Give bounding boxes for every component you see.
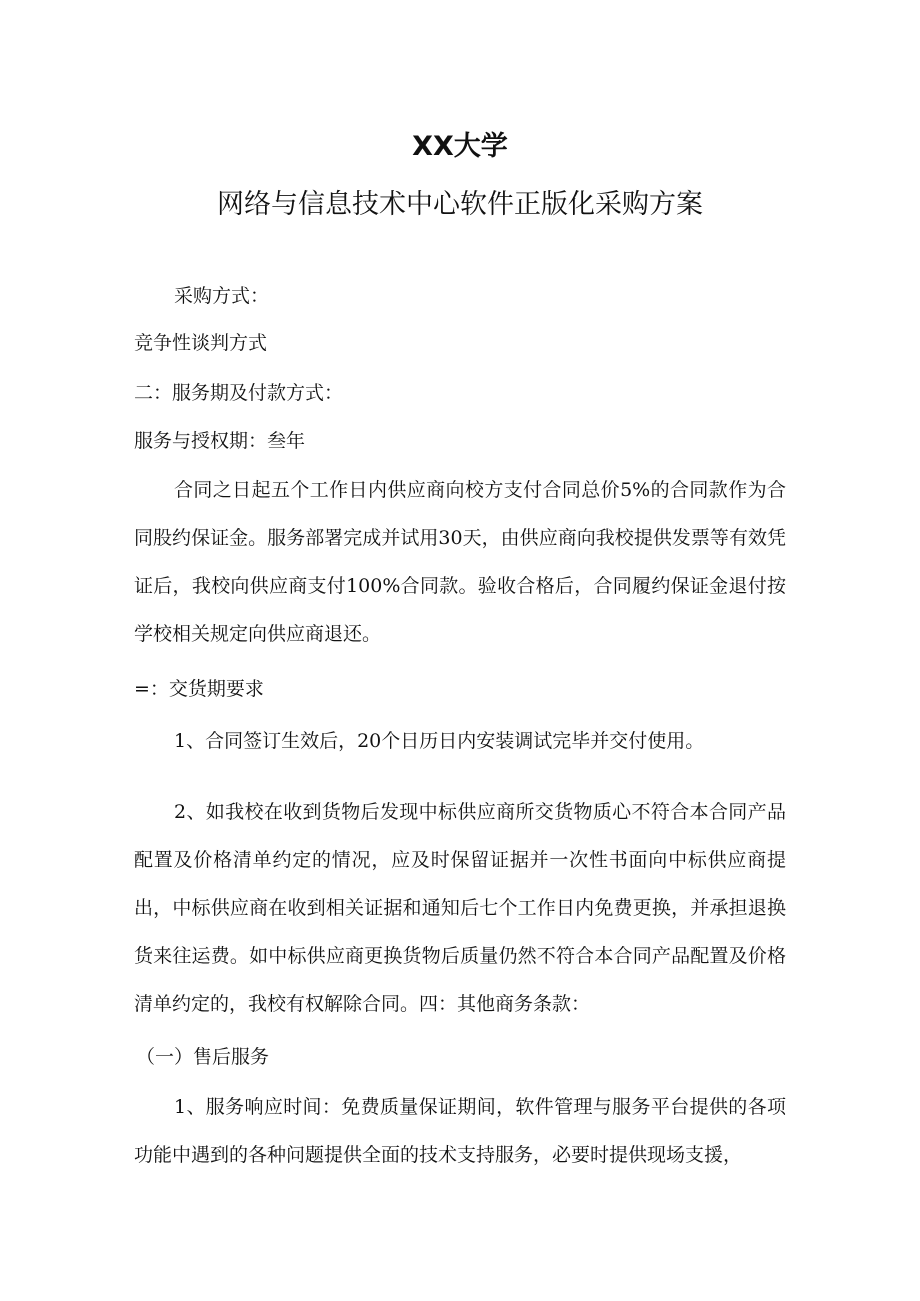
delivery-item-2: 2、如我校在收到货物后发现中标供应商所交货物质心不符合本合同产品配置及价格清单约定的情况，应及时保留证据并一次性书面向中标供应商提出，中标供应商在收到相关证据和通知后七个工作日内免费更换，并承担退换货来往运费。如中标供应商更换货物后质量仍然不符合本合同产品配置及价格清单约定的，我校有权解除合同。四：其他商务条款： [134,801,786,1015]
service-period: 服务与授权期：叁年 [134,430,306,452]
procurement-method-value: 竞争性谈判方式 [134,332,268,354]
delivery-item-1: 1、合同签订生效后，20个日历日内安装调试完毕并交付使用。 [174,730,705,752]
procurement-method-label: 采购方式： [174,285,270,307]
document-title-university: XX大学 [412,131,508,162]
aftersales-heading: （一）售后服务 [136,1046,270,1068]
section-2-heading: 二：服务期及付款方式： [134,382,344,404]
section-3-heading: =：交货期要求 [134,678,264,700]
aftersales-item-1: 1、服务响应时间：免费质量保证期间，软件管理与服务平台提供的各项功能中遇到的各种问题提供全面的技术支持服务，必要时提供现场支援， [134,1096,786,1166]
payment-paragraph: 合同之日起五个工作日内供应商向校方支付合同总价5%的合同款作为合同股约保证金。服务部署完成并试用30天，由供应商向我校提供发票等有效凭证后，我校向供应商支付100%合同款。验收合格后，合同履约保证金退付按学校相关规定向供应商退还。 [134,479,786,645]
document-title-plan: 网络与信息技术中心软件正版化采购方案 [217,189,703,220]
